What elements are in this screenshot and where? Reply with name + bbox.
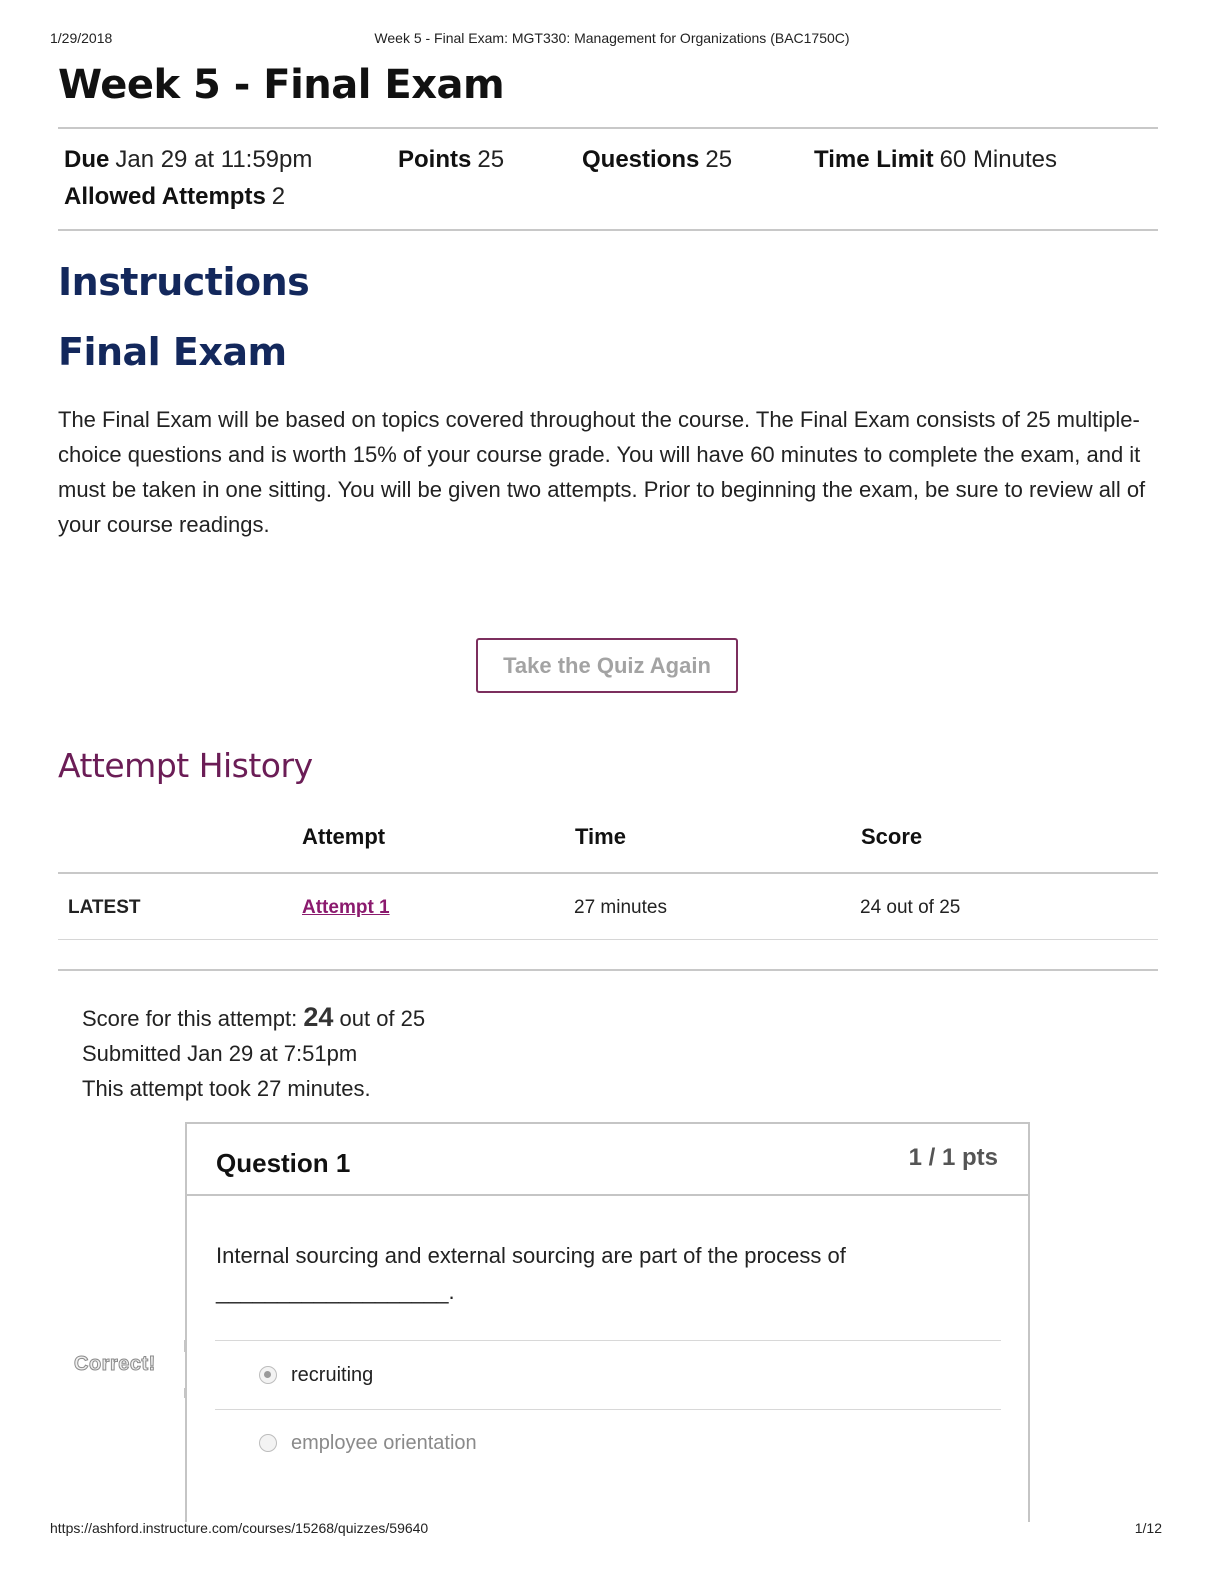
due-value: Jan 29 at 11:59pm (115, 146, 313, 173)
attempts-label: Allowed Attempts (64, 183, 266, 210)
submitted-line: Submitted Jan 29 at 7:51pm (82, 1041, 358, 1066)
table-header-divider (58, 872, 1158, 874)
question-title: Question 1 (216, 1148, 351, 1178)
radio-unselected-icon[interactable] (259, 1434, 277, 1452)
questions-detail (582, 146, 732, 174)
print-footer (50, 1520, 1162, 1540)
instructions-heading: Instructions (58, 260, 310, 304)
points-value: 25 (477, 146, 505, 173)
divider (58, 229, 1158, 231)
column-header-attempt: Attempt (302, 824, 386, 849)
score-prefix: Score for this attempt: (82, 1006, 298, 1031)
duration-line: This attempt took 27 minutes. (82, 1076, 371, 1101)
questions-label: Questions (582, 146, 700, 173)
correct-indicator: Correct! (74, 1353, 156, 1375)
score-suffix: out of 25 (339, 1006, 426, 1031)
attempts-value: 2 (271, 183, 286, 210)
score-line (82, 1000, 425, 1036)
question-points: 1 / 1 pts (908, 1144, 998, 1171)
points-detail (398, 146, 504, 174)
questions-value: 25 (705, 146, 733, 173)
answer-divider (215, 1409, 1001, 1410)
take-quiz-again-button[interactable]: Take the Quiz Again (476, 638, 738, 693)
page-title: Week 5 - Final Exam (58, 62, 505, 108)
question-text: Internal sourcing and external sourcing are part of the process of ___________________. (216, 1243, 846, 1304)
answer-text: recruiting (291, 1364, 374, 1386)
instructions-subheading: Final Exam (58, 330, 287, 374)
radio-selected-icon[interactable] (259, 1366, 277, 1384)
divider (58, 969, 1158, 971)
attempt-history-heading: Attempt History (58, 746, 313, 785)
attempt-summary (82, 1000, 425, 1106)
time-limit-detail (814, 146, 1057, 174)
print-header (50, 30, 1174, 50)
due-detail (64, 146, 312, 174)
attempt-table-header (58, 824, 1158, 852)
due-label: Due (64, 146, 110, 173)
attempt-time: 27 minutes (574, 897, 667, 918)
column-header-time: Time (575, 824, 626, 849)
page-number: 1/12 (1134, 1520, 1162, 1536)
answer-marker-line (184, 1388, 186, 1398)
print-url: https://ashford.instructure.com/courses/15268/quizzes/59640 (50, 1520, 429, 1536)
table-row (58, 897, 1158, 921)
points-label: Points (398, 146, 472, 173)
answer-divider (215, 1340, 1001, 1341)
time-limit-label: Time Limit (814, 146, 934, 173)
latest-tag: LATEST (68, 897, 141, 918)
question-card (185, 1122, 1030, 1522)
question-header (187, 1124, 1028, 1196)
attempt-1-link[interactable]: Attempt 1 (302, 897, 390, 918)
column-header-score: Score (861, 824, 923, 849)
print-page-title: Week 5 - Final Exam: MGT330: Management for Organizations (BAC1750C) (374, 30, 850, 46)
time-limit-value: 60 Minutes (939, 146, 1057, 173)
score-value: 24 (303, 1002, 334, 1032)
table-row-divider (58, 939, 1158, 940)
attempts-detail (64, 183, 285, 211)
attempt-score: 24 out of 25 (860, 897, 961, 918)
answer-text: employee orientation (291, 1432, 477, 1454)
instructions-body: The Final Exam will be based on topics covered throughout the course. The Final Exam consists of 25 multiple-choice questions and is worth 15% of your course grade. You will have 60 minutes to complete the exam, and it must be taken in one sitting. You will be given two attempts. Prior to beginning the exam, be sure to review all of your course readings. (58, 407, 1146, 537)
print-date: 1/29/2018 (50, 30, 113, 46)
divider (58, 127, 1158, 129)
answer-marker-line (184, 1340, 186, 1352)
